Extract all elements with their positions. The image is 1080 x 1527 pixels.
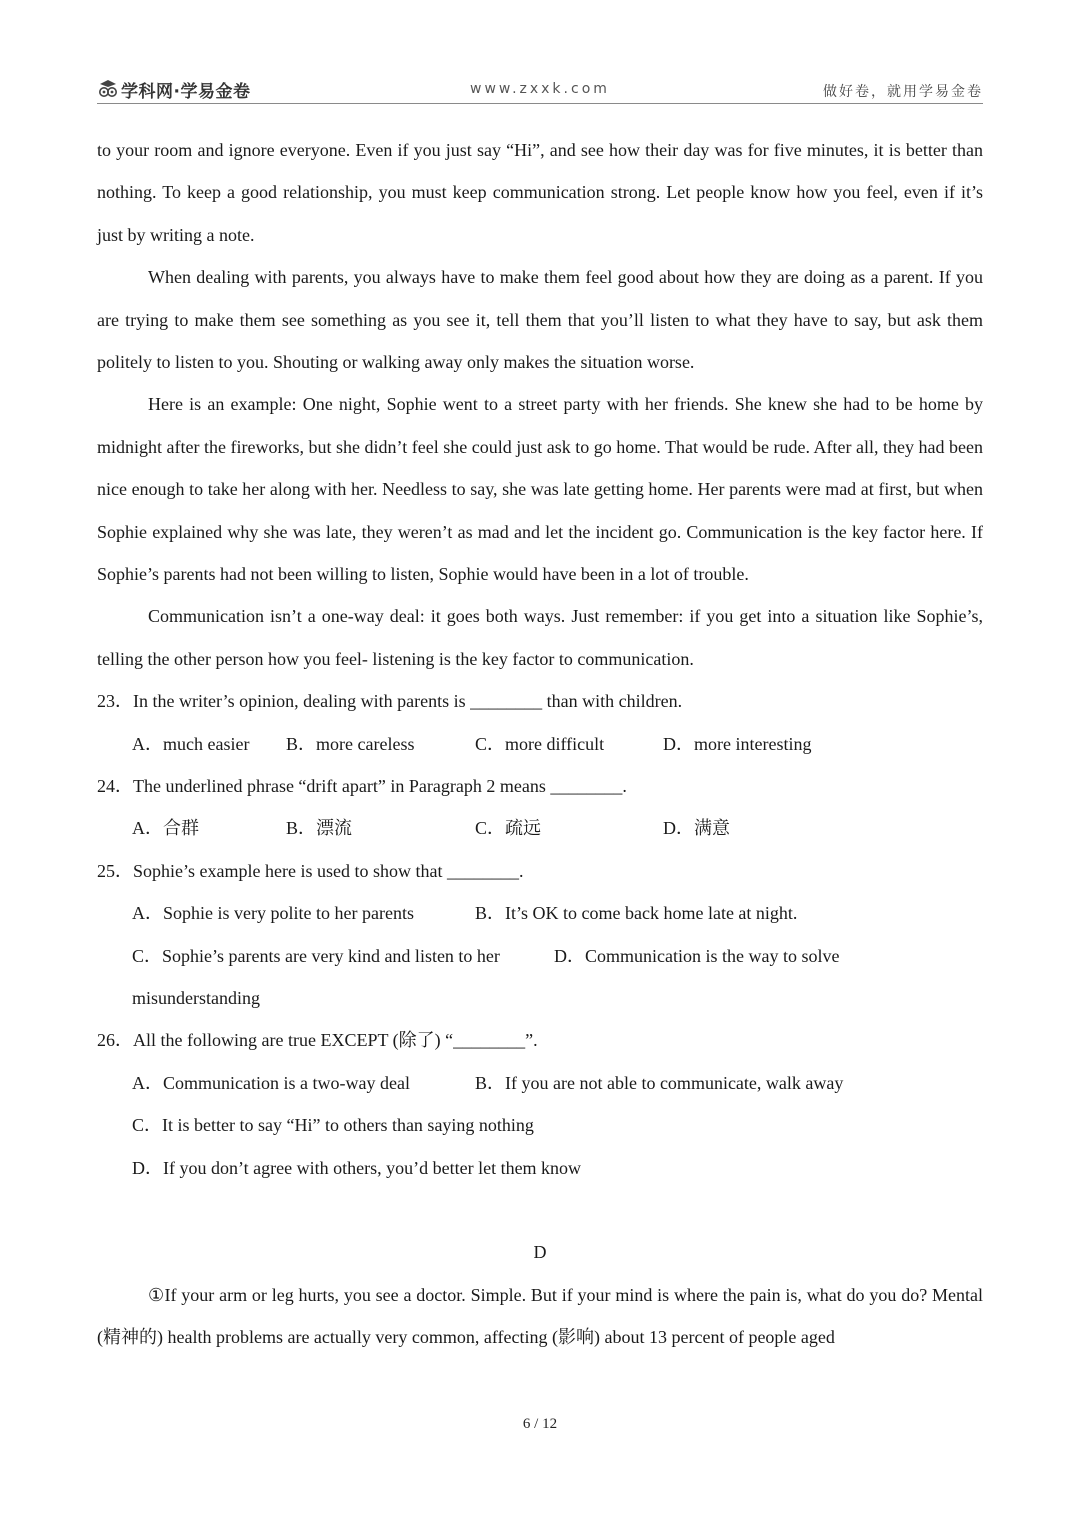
question-24-stem: 24．The underlined phrase “drift apart” in Paragraph 2 means ________. — [97, 776, 627, 797]
section-d-title: D — [533, 1242, 547, 1263]
page-header — [97, 76, 983, 104]
site-url[interactable]: www.zxxk.com — [470, 81, 610, 97]
option-d: D．Communication is the way to solve — [554, 945, 840, 966]
question-26-options-ab — [97, 1062, 983, 1104]
option-a: A．much easier — [132, 733, 250, 754]
logo-text: 学科网·学易金卷 — [121, 81, 251, 102]
option-d-continuation: misunderstanding — [132, 988, 260, 1009]
section-spacer — [97, 1189, 983, 1231]
question-25-options-ab — [97, 892, 983, 934]
option-a: A．Communication is a two-way deal — [132, 1072, 410, 1093]
option-a: A．合群 — [132, 818, 199, 839]
question-25-options-cd — [97, 935, 983, 977]
option-c: C．疏远 — [475, 818, 542, 839]
logo — [97, 76, 250, 102]
question-23-stem: 23．In the writer’s opinion, dealing with parents is ________ than with children. — [97, 691, 683, 712]
question-26-stem: 26．All the following are true EXCEPT (除了) “________”. — [97, 1030, 538, 1051]
question-25-stem: 25．Sophie’s example here is used to show that ________. — [97, 860, 524, 881]
option-c: C．more difficult — [475, 733, 605, 754]
question-24-options — [97, 807, 983, 849]
option-b: B．漂流 — [286, 818, 353, 839]
header-slogan: 做好卷，就用学易金卷 — [823, 84, 983, 100]
option-c: C．Sophie’s parents are very kind and listen to her — [132, 945, 500, 966]
question-23-options — [97, 723, 983, 765]
page-number: 6 / 12 — [522, 1416, 558, 1432]
passage-paragraph-3: Here is an example: One night, Sophie went to a street party with her friends. She knew she had to be home by midnight after the fireworks, but she didn’t feel she could just ask to go home. That would be rude. After all, they had been nice enough to take her along with her. Needless to say, she was late getting home. Her parents were mad at first, but when Sophie explained why she was late, they weren’t as mad and let the incident go. Communication is the key factor here. If Sophie’s parents had not been willing to listen, Sophie would have been in a lot of trouble. — [97, 394, 983, 585]
option-d: D．If you don’t agree with others, you’d better let them know — [132, 1157, 582, 1178]
option-c: C．It is better to say “Hi” to others than saying nothing — [132, 1115, 534, 1136]
option-d: D．more interesting — [663, 733, 812, 754]
section-d-paragraph: ①If your arm or leg hurts, you see a doctor. Simple. But if your mind is where the pain is, what do you do? Mental (精神的) health problems are actually very common, affecting (影响) about 13 percent of people aged — [97, 1284, 983, 1348]
option-a: A．Sophie is very polite to her parents — [132, 903, 414, 924]
option-b: B．It’s OK to come back home late at night. — [475, 903, 798, 924]
passage-paragraph-1: to your room and ignore everyone. Even if you just say “Hi”, and see how their day was for five minutes, it is better than nothing. To keep a good relationship, you must keep communication strong. Let people know how you feel, even if it’s just by writing a note. — [97, 140, 983, 245]
page-content — [97, 129, 983, 1359]
owl-logo-icon — [97, 78, 119, 100]
option-d: D．满意 — [663, 818, 730, 839]
option-b: B．If you are not able to communicate, walk away — [475, 1072, 844, 1093]
option-b: B．more careless — [286, 733, 415, 754]
passage-paragraph-2: When dealing with parents, you always have to make them feel good about how they are doing as a parent. If you are trying to make them see something as you see it, tell them that you’ll listen to what they have to say, but ask them politely to listen to you. Shouting or walking away only makes the situation worse. — [97, 267, 983, 373]
passage-paragraph-4: Communication isn’t a one-way deal: it goes both ways. Just remember: if you get into a situation like Sophie’s, telling the other person how you feel- listening is the key factor to communication. — [97, 606, 983, 669]
